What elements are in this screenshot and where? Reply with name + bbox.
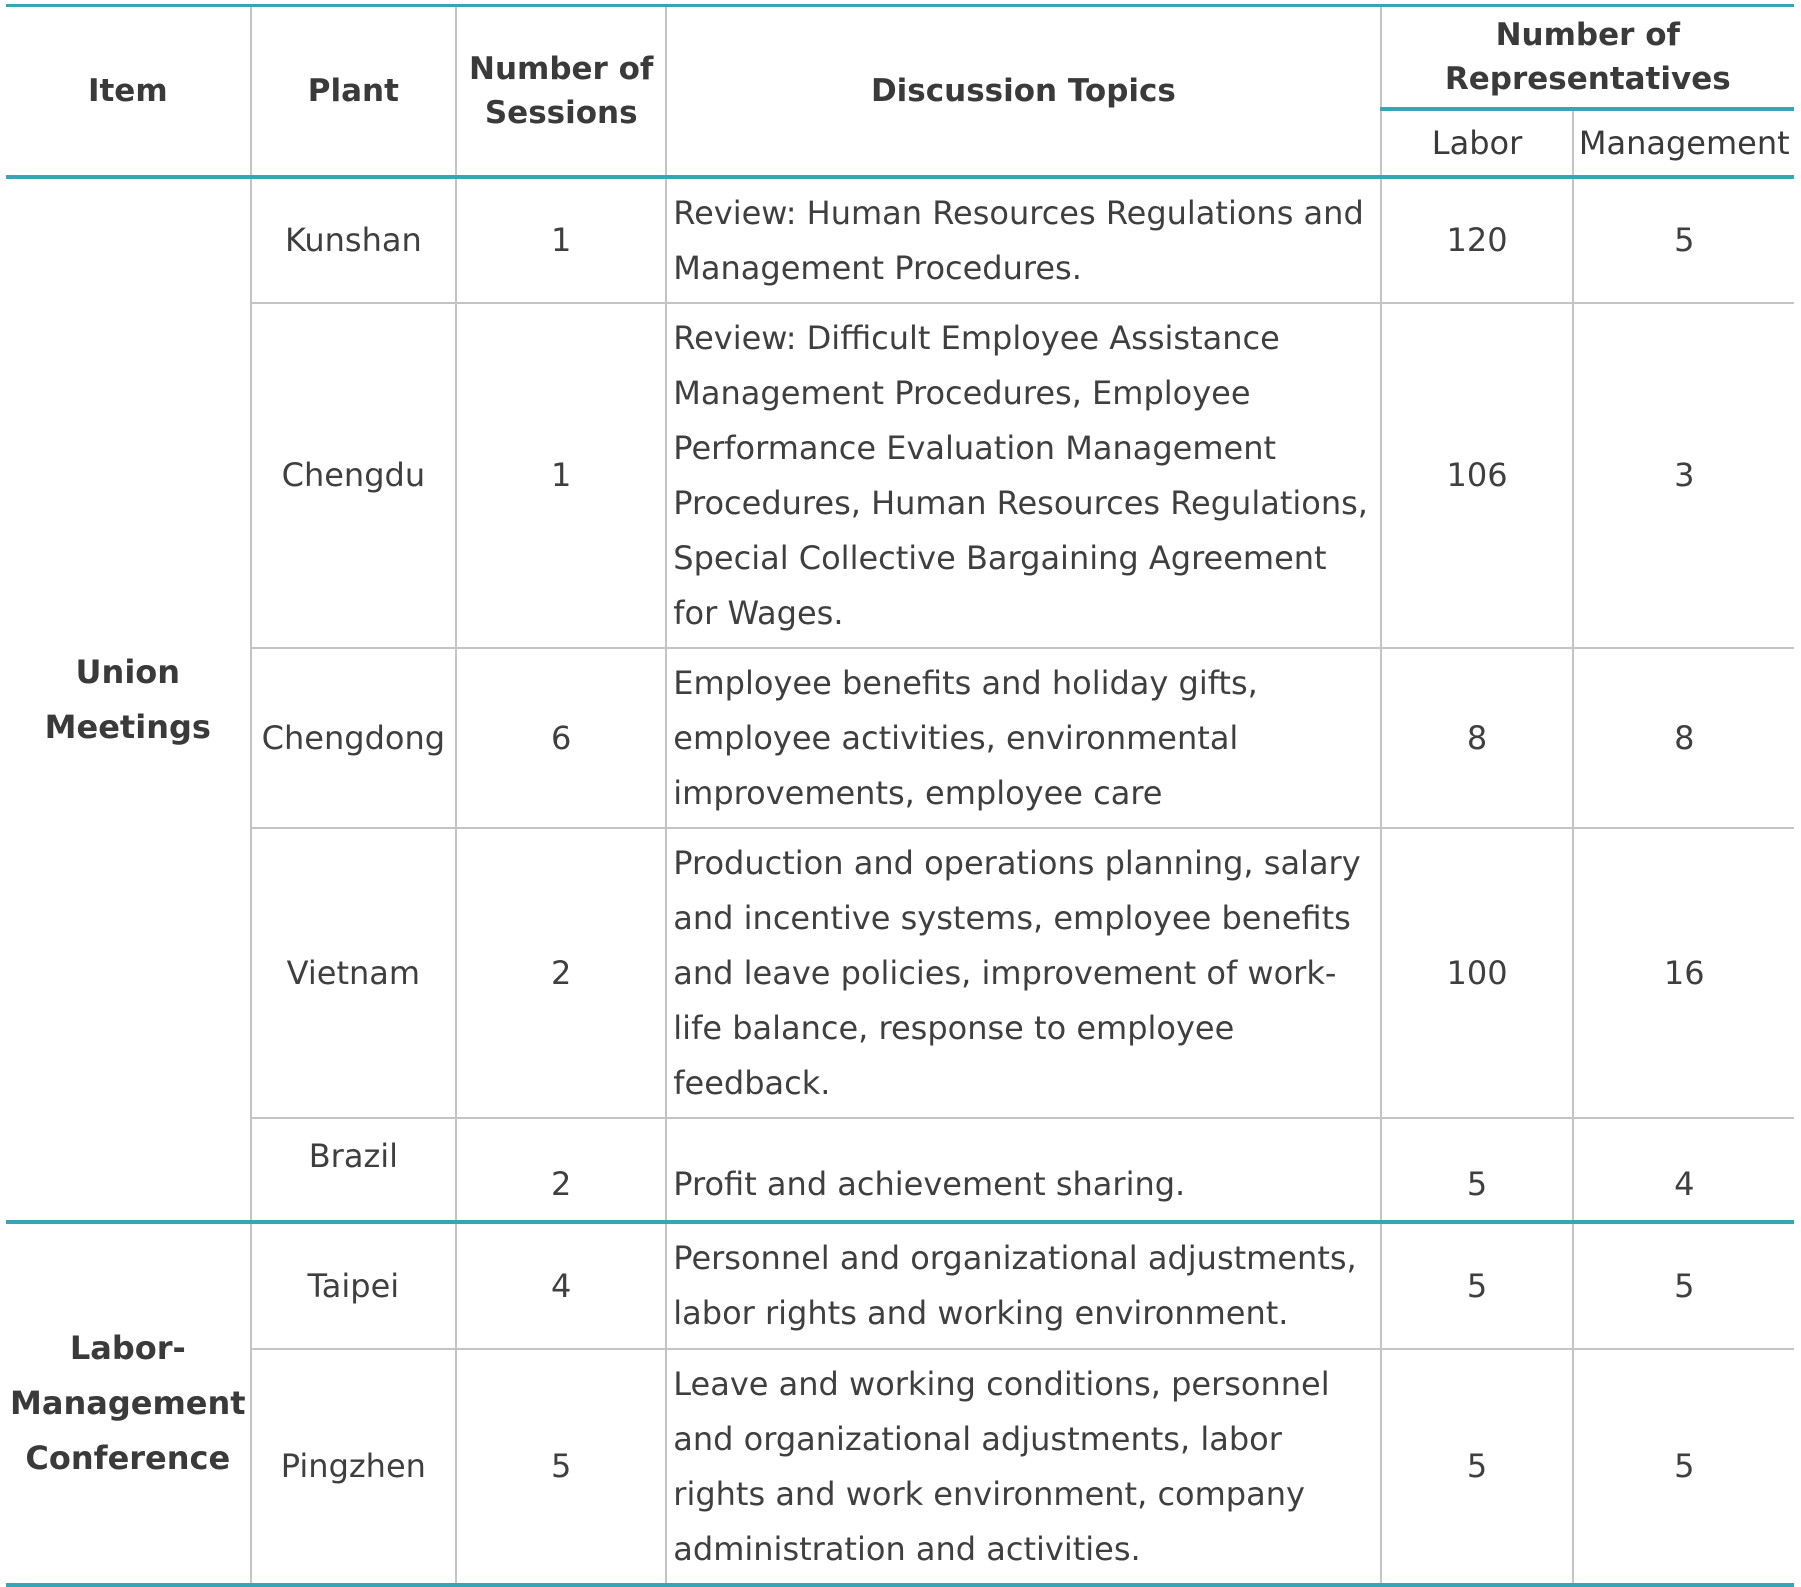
table-row [6, 177, 1794, 303]
labor-relations-table [6, 4, 1794, 1587]
table-row [6, 1349, 1794, 1585]
table-row [6, 303, 1794, 648]
plant-cell: Chengdong [251, 648, 457, 828]
plant-cell: Brazil [251, 1118, 457, 1222]
header-sessions: Number of Sessions [456, 6, 666, 178]
plant-cell: Chengdu [251, 303, 457, 648]
topics-cell: Employee benefits and holiday gifts, employee activities, environmental improvements, employee care [666, 648, 1380, 828]
sessions-cell: 5 [456, 1349, 666, 1585]
header-topics: Discussion Topics [666, 6, 1380, 178]
sessions-cell: 4 [456, 1222, 666, 1349]
labor-cell: 5 [1381, 1118, 1574, 1222]
topics-cell: Leave and working conditions, personnel and organizational adjustments, labor rights and work environment, company administration and activities. [666, 1349, 1380, 1585]
table-row [6, 1222, 1794, 1349]
management-cell: 8 [1573, 648, 1794, 828]
topics-cell: Personnel and organizational adjustments, labor rights and working environment. [666, 1222, 1380, 1349]
topics-cell: Production and operations planning, salary and incentive systems, employee benefits and leave policies, improvement of work-life balance, response to employee feedback. [666, 828, 1380, 1118]
header-labor: Labor [1381, 109, 1574, 177]
labor-cell: 5 [1381, 1349, 1574, 1585]
management-cell: 5 [1573, 1222, 1794, 1349]
item-labor-management-conference: Labor-Management Conference [6, 1222, 251, 1585]
plant-cell: Vietnam [251, 828, 457, 1118]
header-plant: Plant [251, 6, 457, 178]
table-row [6, 828, 1794, 1118]
management-cell: 4 [1573, 1118, 1794, 1222]
labor-cell: 106 [1381, 303, 1574, 648]
sessions-cell: 1 [456, 177, 666, 303]
item-union-meetings: Union Meetings [6, 177, 251, 1222]
management-cell: 5 [1573, 177, 1794, 303]
plant-cell: Kunshan [251, 177, 457, 303]
sessions-cell: 1 [456, 303, 666, 648]
topics-cell: Review: Human Resources Regulations and Management Procedures. [666, 177, 1380, 303]
labor-cell: 8 [1381, 648, 1574, 828]
topics-cell: Review: Difficult Employee Assistance Management Procedures, Employee Performance Evaluation Management Procedures, Human Resources Regulations, Special Collective Bargaining Agreement for Wages. [666, 303, 1380, 648]
sessions-cell: 2 [456, 828, 666, 1118]
header-item: Item [6, 6, 251, 178]
topics-cell: Profit and achievement sharing. [666, 1118, 1380, 1222]
plant-cell: Taipei [251, 1222, 457, 1349]
management-cell: 16 [1573, 828, 1794, 1118]
labor-cell: 100 [1381, 828, 1574, 1118]
labor-cell: 120 [1381, 177, 1574, 303]
plant-cell: Pingzhen [251, 1349, 457, 1585]
management-cell: 3 [1573, 303, 1794, 648]
labor-cell: 5 [1381, 1222, 1574, 1349]
sessions-cell: 6 [456, 648, 666, 828]
header-representatives: Number of Representatives [1381, 6, 1794, 110]
management-cell: 5 [1573, 1349, 1794, 1585]
sessions-cell: 2 [456, 1118, 666, 1222]
table-row [6, 1118, 1794, 1222]
header-management: Management [1573, 109, 1794, 177]
table-row [6, 648, 1794, 828]
